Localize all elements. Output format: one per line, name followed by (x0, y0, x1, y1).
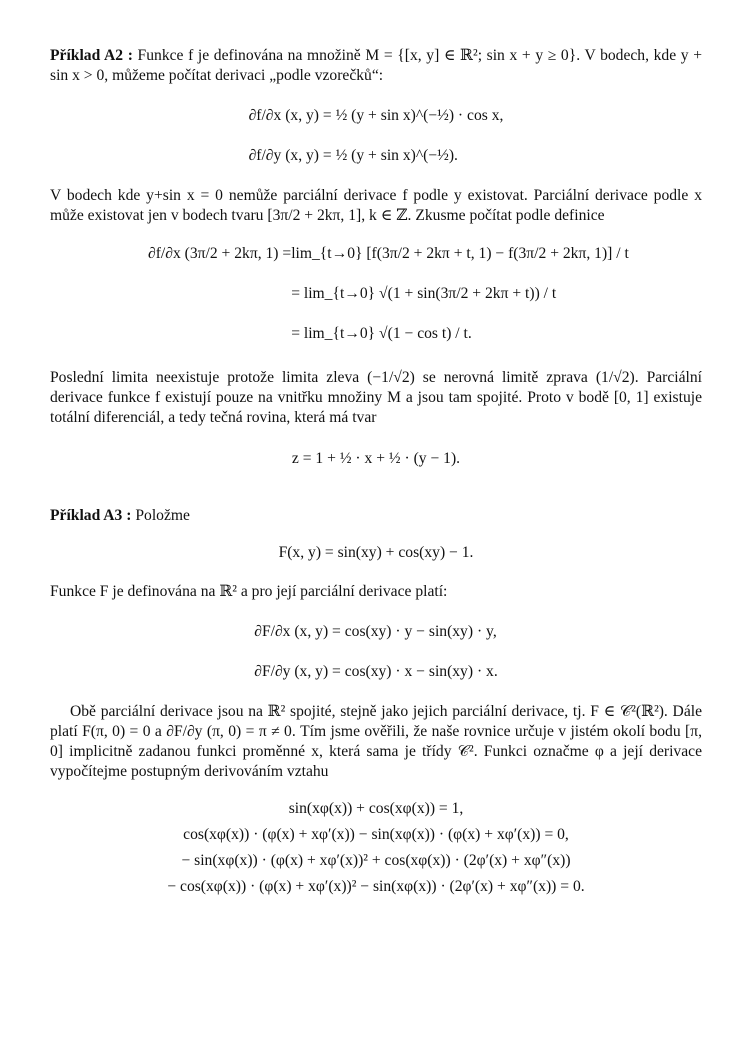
a2-para3: Poslední limita neexistuje protože limita zleva (−1/√2) se nerovná limitě zprava (1/√2). Parciální derivace funkce f existují pouze na vnitřku množiny M a jsou tam spojité. Proto v bodě [0, 1] existuje totální diferenciál, a tedy tečná rovina, která má tvar (50, 369, 702, 426)
a3-derivative-equations (50, 612, 702, 692)
a3-para3: Obě parciální derivace jsou na ℝ² spojité, stejně jako jejich parciální derivace, tj. F ∈ 𝒞²(ℝ²). Dále platí F(π, 0) = 0 a ∂F/∂y (π, 0) = π ≠ 0. Tím jsme ověřili, že naše rovnice určuje v jistém okolí bodu [π, 0] implicitně zadanou funkci proměnné x, která sama je třídy 𝒞². Funkci označme φ a její derivace vypočítejme postupným derivováním vztahu (50, 703, 702, 780)
a3-para2: Funkce F je definována na ℝ² a pro její parciální derivace platí: (50, 583, 448, 600)
a2-limit3: = lim_{t→0} √(1 − cos t) / t. (291, 325, 472, 342)
a2-heading: Příklad A2 : (50, 47, 133, 64)
a3-intro: Položme (135, 507, 190, 524)
a3-heading: Příklad A3 : (50, 507, 132, 524)
a2-intro: Funkce f je definována na množině M = {[x, y] ∈ ℝ²; sin x + y ≥ 0}. V bodech, kde y + sin x > 0, můžeme počítat derivaci „podle vzorečků“: (50, 47, 702, 84)
a3-sys2: cos(xφ(x)) · (φ(x) + xφ′(x)) − sin(xφ(x)) · (φ(x) + xφ′(x)) = 0, (183, 826, 569, 843)
a2-limit1: lim_{t→0} [f(3π/2 + 2kπ + t, 1) − f(3π/2 + 2kπ, 1)] / t (291, 245, 629, 262)
document-page (50, 46, 702, 900)
a2-limit-lhs: ∂f/∂x (3π/2 + 2kπ, 1) = (148, 245, 292, 262)
a2-eq1: ∂f/∂x (x, y) = ½ (y + sin x)^(−½) · cos x, (248, 107, 504, 124)
a2-para2: V bodech kde y+sin x = 0 nemůže parciální derivace f podle y existovat. Parciální derivace podle x může existovat jen v bodech tvaru [3π/2 + 2kπ, 1], k ∈ ℤ. Zkusme počítat podle definice (50, 187, 702, 224)
a3-definition: F(x, y) = sin(xy) + cos(xy) − 1. (278, 544, 474, 561)
a2-derivative-equations (50, 96, 702, 176)
a2-paragraph (50, 46, 702, 86)
a2-limit2: = lim_{t→0} √(1 + sin(3π/2 + 2kπ + t)) / t (291, 285, 557, 302)
a3-derivation-system (50, 796, 702, 900)
a2-limit-calculation (50, 234, 702, 354)
a3-eq2: ∂F/∂y (x, y) = cos(xy) · x − sin(xy) · x. (254, 663, 498, 680)
a3-paragraph (50, 506, 702, 526)
a3-sys4: − cos(xφ(x)) · (φ(x) + xφ′(x))² − sin(xφ(x)) · (2φ′(x) + xφ″(x)) = 0. (167, 878, 585, 895)
a3-sys3: − sin(xφ(x)) · (φ(x) + xφ′(x))² + cos(xφ(x)) · (2φ′(x) + xφ″(x)) (181, 852, 571, 869)
a2-tangent-plane: z = 1 + ½ · x + ½ · (y − 1). (291, 450, 461, 467)
a3-sys1: sin(xφ(x)) + cos(xφ(x)) = 1, (288, 800, 464, 817)
a3-eq1: ∂F/∂x (x, y) = cos(xy) · y − sin(xy) · y, (254, 623, 497, 640)
a2-eq2: ∂f/∂y (x, y) = ½ (y + sin x)^(−½). (248, 147, 458, 164)
